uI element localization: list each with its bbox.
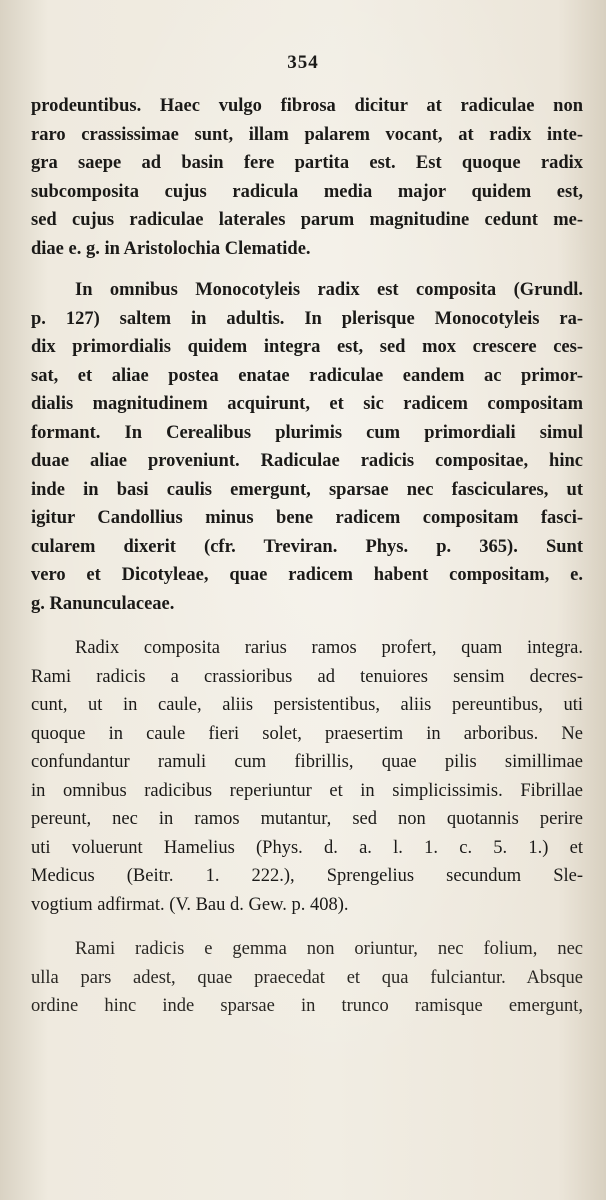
paragraph-gap — [31, 618, 583, 634]
text-line: duae aliae proveniunt. Radiculae radicis compositae, hinc — [31, 451, 583, 471]
text-line: Radix composita rarius ramos profert, quam integra. — [75, 638, 583, 658]
text-line: Rami radicis e gemma non oriuntur, nec folium, nec — [75, 939, 583, 959]
page-number: 354 — [287, 52, 319, 73]
text-line: inde in basi caulis emergunt, sparsae nec fasciculares, ut — [31, 479, 583, 500]
paragraph-gap — [31, 263, 583, 276]
text-line: g. Ranunculaceae. — [31, 593, 175, 614]
paragraph-1 — [31, 92, 583, 263]
text-line: vogtium adfirmat. (V. Bau d. Gew. p. 408). — [31, 894, 349, 915]
text-line: dialis magnitudinem acquirunt, et sic radicem compositam — [31, 394, 583, 414]
text-line: ulla pars adest, quae praecedat et qua fulciantur. Absque — [31, 967, 583, 988]
text-line: Medicus (Beitr. 1. 222.), Sprengelius secundum Sle- — [31, 866, 583, 886]
paragraph-2 — [31, 276, 583, 618]
text-line: uti voluerunt Hamelius (Phys. d. a. l. 1. c. 5. 1.) et — [31, 837, 583, 858]
text-line: Rami radicis a crassioribus ad tenuiores sensim decres- — [31, 666, 583, 687]
text-line: cularem dixerit (cfr. Treviran. Phys. p. 365). Sunt — [31, 536, 583, 557]
text-line: igitur Candollius minus bene radicem compositam fasci- — [31, 508, 583, 528]
text-line: sed cujus radiculae laterales parum magnitudine cedunt me- — [31, 210, 583, 230]
text-line: formant. In Cerealibus plurimis cum primordiali simul — [31, 422, 583, 443]
paragraph-gap — [31, 919, 583, 935]
text-line: sat, et aliae postea enatae radiculae eandem ac primor- — [31, 365, 583, 386]
text-line: In omnibus Monocotyleis radix est composita (Grundl. — [75, 280, 583, 300]
text-line: cunt, ut in caule, aliis persistentibus, aliis pereuntibus, uti — [31, 695, 583, 715]
body-text — [31, 92, 583, 1021]
text-line: ordine hinc inde sparsae in trunco ramisque emergunt, — [31, 996, 583, 1016]
text-line: in omnibus radicibus reperiuntur et in simplicissimis. Fibrillae — [31, 780, 583, 801]
text-line: raro crassissimae sunt, illam palarem vocant, at radix inte- — [31, 124, 583, 145]
text-line: gra saepe ad basin fere partita est. Est quoque radix — [31, 153, 583, 173]
text-line: dix primordialis quidem integra est, sed mox crescere ces- — [31, 337, 583, 357]
text-line: confundantur ramuli cum fibrillis, quae pilis simillimae — [31, 752, 583, 772]
text-line: diae e. g. in Aristolochia Clematide. — [31, 238, 311, 259]
text-line: subcomposita cujus radicula media major quidem est, — [31, 181, 583, 202]
text-line: quoque in caule fieri solet, praesertim in arboribus. Ne — [31, 723, 583, 744]
text-line: pereunt, nec in ramos mutantur, sed non quotannis perire — [31, 809, 583, 829]
paragraph-4 — [31, 935, 583, 1021]
paragraph-3 — [31, 634, 583, 919]
text-line: prodeuntibus. Haec vulgo fibrosa dicitur at radiculae non — [31, 96, 583, 116]
text-line: vero et Dicotyleae, quae radicem habent compositam, e. — [31, 565, 583, 585]
text-line: p. 127) saltem in adultis. In plerisque Monocotyleis ra- — [31, 308, 583, 329]
